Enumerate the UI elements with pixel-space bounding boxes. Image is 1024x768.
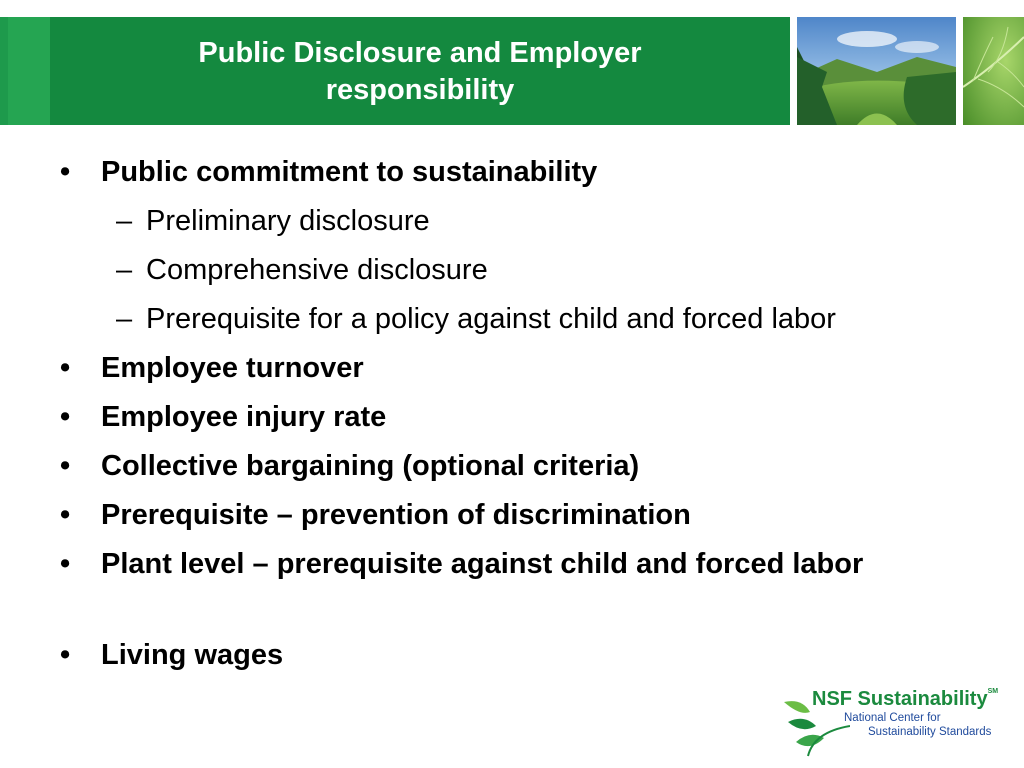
bullet-text: Prerequisite – prevention of discrimination [101, 499, 691, 531]
bullet-marker: • [60, 499, 71, 531]
logo-subtitle-line: National Center for [844, 712, 941, 724]
bullet-marker: • [60, 639, 71, 671]
bullet-text: Living wages [101, 639, 284, 671]
bullet-text: Plant level – prerequisite against child and forced labor [101, 548, 864, 580]
bullet-marker: • [60, 548, 71, 580]
logo-title [812, 688, 998, 711]
bullet-marker: • [60, 450, 71, 482]
slide-title: Public Disclosure and Employer responsibility [198, 37, 642, 106]
bullet-marker: • [60, 156, 71, 188]
logo-subtitle-line: Sustainability Standards [868, 726, 992, 738]
sub-bullet-marker: – [116, 303, 133, 335]
service-mark: SM [987, 688, 999, 695]
sub-bullet-marker: – [116, 254, 133, 286]
bullet-text: Employee turnover [101, 352, 364, 384]
sub-bullet-text: Prerequisite for a policy against child and forced labor [146, 303, 836, 335]
bullet-marker: • [60, 352, 71, 384]
sub-bullet-text: Comprehensive disclosure [146, 254, 488, 286]
sub-bullet-marker: – [116, 205, 133, 237]
bullet-text: Employee injury rate [101, 401, 387, 433]
bullet-text: Public commitment to sustainability [101, 156, 598, 188]
logo-name: NSF Sustainability [812, 688, 988, 710]
sub-bullet-text: Preliminary disclosure [146, 205, 430, 237]
bullet-marker: • [60, 401, 71, 433]
bullet-text: Collective bargaining (optional criteria) [101, 450, 640, 482]
nsf-sustainability-logo [780, 688, 1010, 758]
